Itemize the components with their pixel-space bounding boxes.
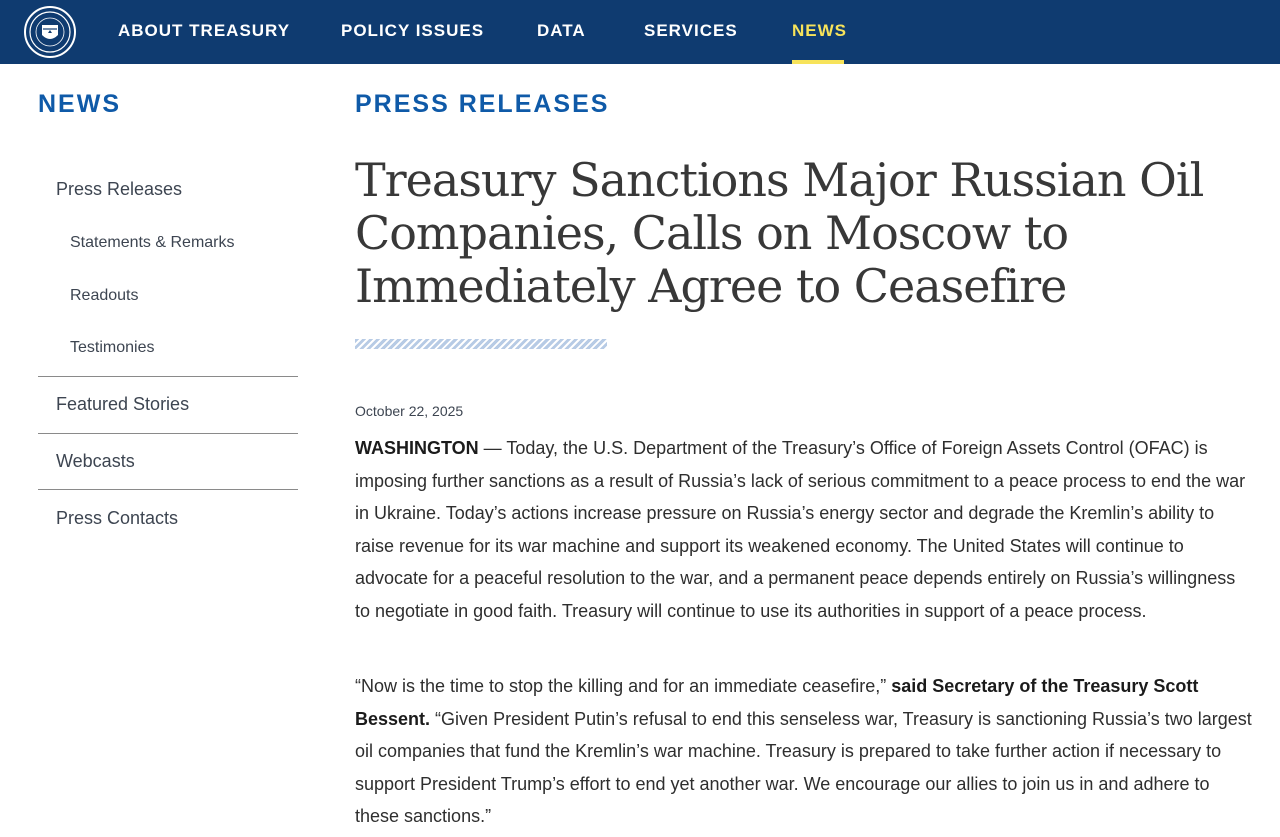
publish-date: October 22, 2025 — [355, 403, 464, 419]
quote-text: “Now is the time to stop the killing and for an immediate ceasefire,” — [355, 676, 892, 696]
article-paragraph — [355, 432, 1255, 628]
sidebar-item-testimonies[interactable]: Testimonies — [70, 339, 155, 356]
sidebar-item-webcasts[interactable]: Webcasts — [56, 451, 135, 471]
decorative-hatch-divider — [355, 339, 607, 349]
paragraph-text: — Today, the U.S. Department of the Treasury’s Office of Foreign Assets Control (OFAC) is imposing further sanctions as a result of Russia’s lack of serious commitment to a peace process to end the war in Ukraine. Today’s actions increase pressure on Russia’s energy sector and degrade the Kremlin’s ability to raise revenue for its war machine and support its weakened economy. The United States will continue to advocate for a peaceful resolution to the war, and a permanent peace depends entirely on Russia’s willingness to negotiate in good faith. Treasury will continue to use its authorities in support of a peace process. — [355, 438, 1246, 621]
page-title: Treasury Sanctions Major Russian Oil Companies, Calls on Moscow to Immediately Agree to Ceasefire — [355, 153, 1204, 313]
sidebar-title: NEWS — [38, 90, 121, 118]
dateline-location: WASHINGTON — [355, 438, 479, 458]
nav-services[interactable]: SERVICES — [644, 21, 738, 40]
nav-data[interactable]: DATA — [537, 21, 586, 40]
sidebar-item-statements-remarks[interactable]: Statements & Remarks — [70, 234, 235, 251]
quote-attribution: said Secretary of the Treasury Scott Bessent. — [355, 676, 1199, 729]
nav-news[interactable]: NEWS — [792, 21, 847, 40]
sidebar-divider — [38, 433, 298, 434]
top-navigation-bar — [0, 0, 1280, 64]
nav-policy-issues[interactable]: POLICY ISSUES — [341, 21, 485, 40]
article-paragraph — [355, 670, 1255, 833]
sidebar-divider — [38, 489, 298, 490]
seal-emblem-icon — [28, 10, 72, 54]
sidebar-item-press-releases[interactable]: Press Releases — [56, 179, 183, 199]
sidebar-item-readouts[interactable]: Readouts — [70, 287, 139, 304]
section-label[interactable]: PRESS RELEASES — [355, 90, 610, 118]
quote-text: “Given President Putin’s refusal to end this senseless war, Treasury is sanctioning Russia’s two largest oil companies that fund the Kremlin’s war machine. Treasury is prepared to take further action if necessary to support President Trump’s effort to end yet another war. We encourage our allies to join us in and adhere to these sanctions.” — [355, 708, 1252, 827]
sidebar-item-featured-stories[interactable]: Featured Stories — [56, 394, 190, 414]
treasury-seal-icon[interactable] — [24, 6, 76, 58]
sidebar-divider — [38, 376, 298, 377]
active-nav-indicator — [792, 60, 844, 64]
nav-about-treasury[interactable]: ABOUT TREASURY — [118, 21, 291, 40]
sidebar-item-press-contacts[interactable]: Press Contacts — [56, 508, 179, 528]
